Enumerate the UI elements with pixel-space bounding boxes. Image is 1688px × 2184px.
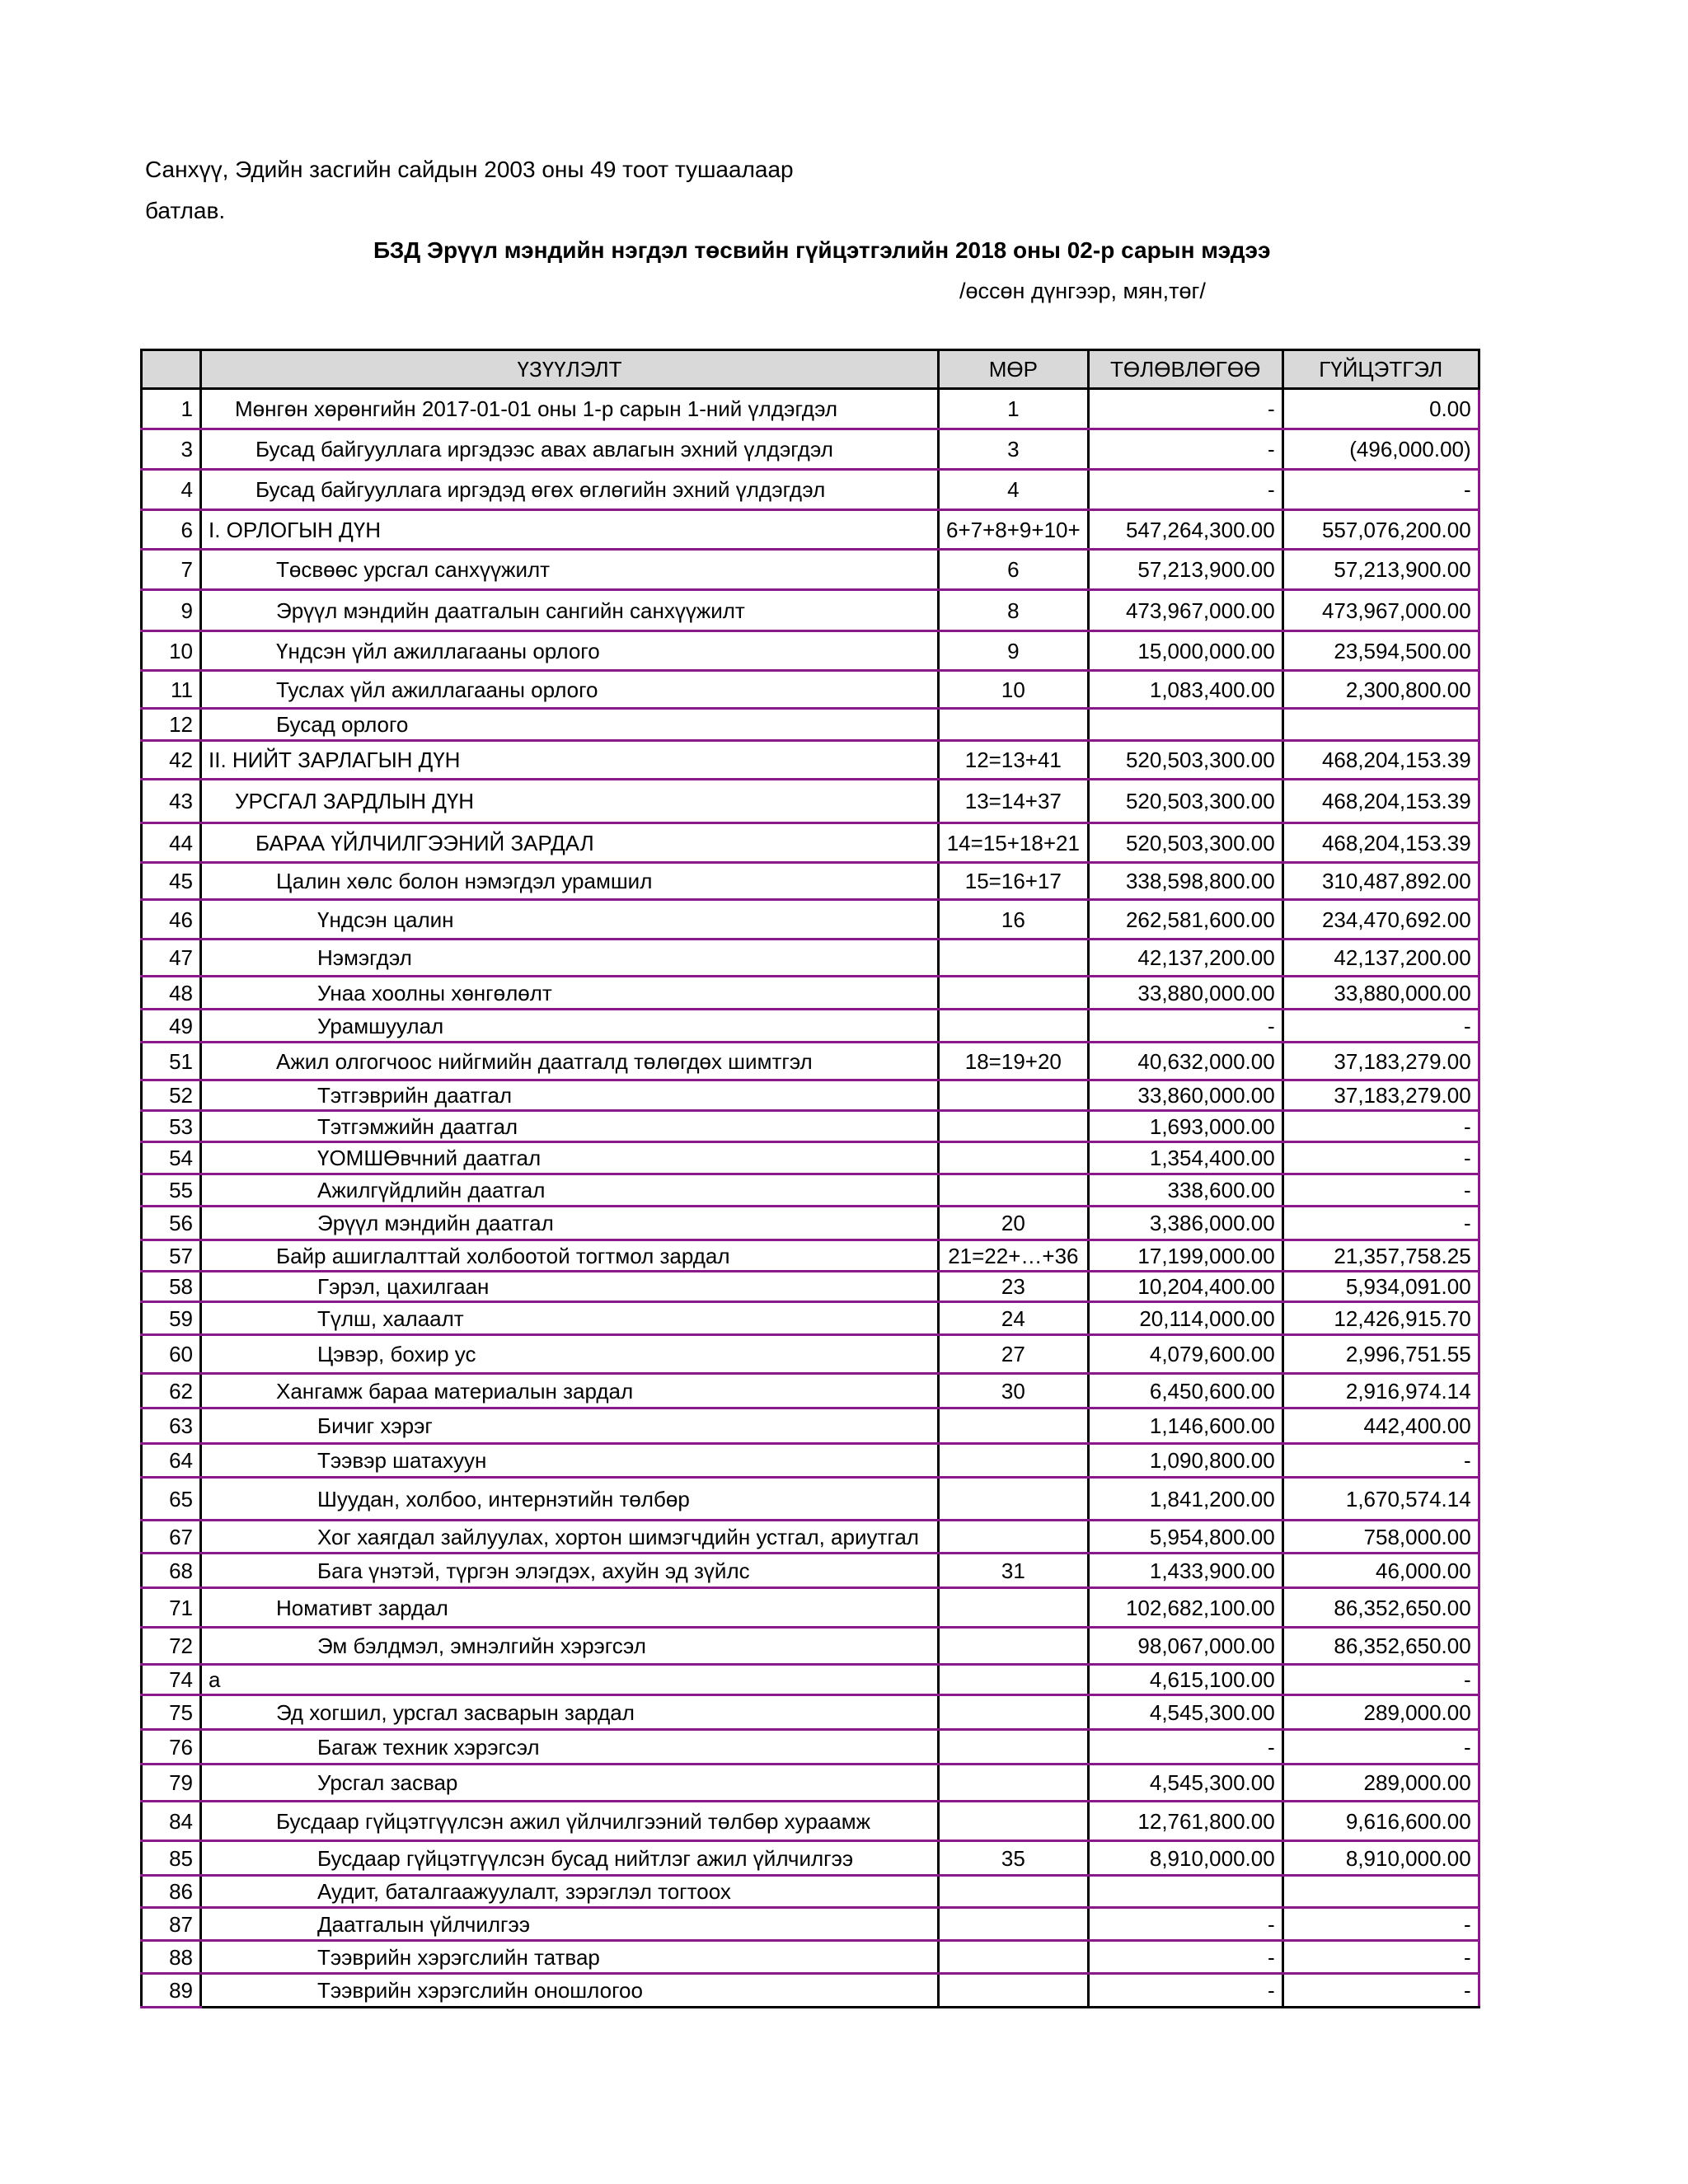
- row-number-cell: 56: [142, 1207, 201, 1240]
- row-code-cell: [939, 1941, 1089, 1974]
- indicator-cell: Бага үнэтэй, түргэн элэгдэх, ахуйн эд зүйлс: [201, 1554, 939, 1588]
- table-row: [142, 823, 1479, 863]
- indicator-cell: Үндсэн цалин: [201, 900, 939, 940]
- table-row: [142, 1876, 1479, 1908]
- plan-value-cell: 1,354,400.00: [1088, 1142, 1282, 1174]
- plan-value-cell: 4,545,300.00: [1088, 1695, 1282, 1730]
- plan-value-cell: -: [1088, 429, 1282, 470]
- actual-value-cell: 5,934,091.00: [1282, 1272, 1479, 1302]
- indicator-cell: Эрүүл мэндийн даатгалын сангийн санхүүжилт: [201, 590, 939, 631]
- indicator-cell: Бусад байгууллага иргэдээс авах авлагын эхний үлдэгдэл: [201, 429, 939, 470]
- indicator-cell: Төсвөөс урсгал санхүүжилт: [201, 550, 939, 590]
- actual-value-cell: 33,880,000.00: [1282, 977, 1479, 1010]
- row-number-cell: 88: [142, 1941, 201, 1974]
- actual-value-cell: -: [1282, 1111, 1479, 1142]
- indicator-cell: Байр ашиглалттай холбоотой тогтмол зардал: [201, 1240, 939, 1272]
- row-code-cell: 6: [939, 550, 1089, 590]
- plan-value-cell: 4,545,300.00: [1088, 1765, 1282, 1802]
- row-code-cell: [939, 1010, 1089, 1043]
- plan-value-cell: 520,503,300.00: [1088, 741, 1282, 780]
- column-header-row-code: МӨР: [939, 350, 1089, 389]
- row-number-cell: 79: [142, 1765, 201, 1802]
- actual-value-cell: 37,183,279.00: [1282, 1043, 1479, 1080]
- table-row: [142, 1444, 1479, 1478]
- row-number-cell: 49: [142, 1010, 201, 1043]
- indicator-cell: ҮОМШӨвчний даатгал: [201, 1142, 939, 1174]
- actual-value-cell: (496,000.00): [1282, 429, 1479, 470]
- plan-value-cell: 33,860,000.00: [1088, 1080, 1282, 1111]
- row-code-cell: 6+7+8+9+10+: [939, 510, 1089, 550]
- actual-value-cell: -: [1282, 1174, 1479, 1207]
- indicator-cell: Тээврийн хэрэгслийн татвар: [201, 1941, 939, 1974]
- table-row: [142, 1908, 1479, 1941]
- table-row: [142, 1080, 1479, 1111]
- row-number-cell: 74: [142, 1665, 201, 1695]
- plan-value-cell: -: [1088, 1941, 1282, 1974]
- table-row: [142, 709, 1479, 741]
- row-number-cell: 72: [142, 1628, 201, 1665]
- row-number-cell: 51: [142, 1043, 201, 1080]
- actual-value-cell: [1282, 709, 1479, 741]
- row-number-cell: 71: [142, 1588, 201, 1628]
- row-code-cell: 13=14+37: [939, 780, 1089, 823]
- row-number-cell: 58: [142, 1272, 201, 1302]
- actual-value-cell: -: [1282, 1444, 1479, 1478]
- row-number-cell: 7: [142, 550, 201, 590]
- actual-value-cell: 0.00: [1282, 389, 1479, 429]
- actual-value-cell: -: [1282, 1908, 1479, 1941]
- row-code-cell: [939, 1628, 1089, 1665]
- approval-line-2: батлав.: [145, 198, 226, 223]
- plan-value-cell: 338,600.00: [1088, 1174, 1282, 1207]
- actual-value-cell: -: [1282, 1665, 1479, 1695]
- row-code-cell: 1: [939, 389, 1089, 429]
- actual-value-cell: 468,204,153.39: [1282, 823, 1479, 863]
- actual-value-cell: 9,616,600.00: [1282, 1802, 1479, 1841]
- indicator-cell: Гэрэл, цахилгаан: [201, 1272, 939, 1302]
- row-code-cell: [939, 1730, 1089, 1765]
- plan-value-cell: [1088, 1876, 1282, 1908]
- table-row: [142, 1765, 1479, 1802]
- row-code-cell: [939, 1974, 1089, 2008]
- table-row: [142, 1554, 1479, 1588]
- indicator-cell: Бусад байгууллага иргэдэд өгөх өглөгийн эхний үлдэгдэл: [201, 470, 939, 510]
- plan-value-cell: 262,581,600.00: [1088, 900, 1282, 940]
- row-code-cell: [939, 1521, 1089, 1554]
- indicator-cell: Мөнгөн хөрөнгийн 2017-01-01 оны 1-р сарын 1-ний үлдэгдэл: [201, 389, 939, 429]
- table-row: [142, 741, 1479, 780]
- plan-value-cell: 3,386,000.00: [1088, 1207, 1282, 1240]
- actual-value-cell: 758,000.00: [1282, 1521, 1479, 1554]
- row-number-cell: 3: [142, 429, 201, 470]
- row-code-cell: [939, 1444, 1089, 1478]
- plan-value-cell: -: [1088, 1010, 1282, 1043]
- plan-value-cell: 473,967,000.00: [1088, 590, 1282, 631]
- table-body: [142, 389, 1479, 2008]
- plan-value-cell: 1,841,200.00: [1088, 1478, 1282, 1521]
- table-row: [142, 1974, 1479, 2008]
- plan-value-cell: -: [1088, 1974, 1282, 2008]
- row-code-cell: 9: [939, 631, 1089, 671]
- table-row: [142, 1207, 1479, 1240]
- indicator-cell: Урамшуулал: [201, 1010, 939, 1043]
- actual-value-cell: -: [1282, 1207, 1479, 1240]
- row-number-cell: 89: [142, 1974, 201, 2008]
- indicator-cell: Туслах үйл ажиллагааны орлого: [201, 671, 939, 709]
- row-code-cell: 30: [939, 1374, 1089, 1408]
- table-row: [142, 389, 1479, 429]
- row-number-cell: 54: [142, 1142, 201, 1174]
- actual-value-cell: 37,183,279.00: [1282, 1080, 1479, 1111]
- plan-value-cell: 98,067,000.00: [1088, 1628, 1282, 1665]
- indicator-cell: Ажил олгогчоос нийгмийн даатгалд төлөгдөх шимтгэл: [201, 1043, 939, 1080]
- plan-value-cell: 547,264,300.00: [1088, 510, 1282, 550]
- table-row: [142, 1302, 1479, 1335]
- actual-value-cell: -: [1282, 1974, 1479, 2008]
- table-row: [142, 1478, 1479, 1521]
- row-number-cell: 85: [142, 1841, 201, 1876]
- indicator-cell: Эд хогшил, урсгал засварын зардал: [201, 1695, 939, 1730]
- indicator-cell: Тээвэр шатахуун: [201, 1444, 939, 1478]
- row-number-cell: 52: [142, 1080, 201, 1111]
- plan-value-cell: 102,682,100.00: [1088, 1588, 1282, 1628]
- actual-value-cell: 442,400.00: [1282, 1408, 1479, 1444]
- plan-value-cell: -: [1088, 1908, 1282, 1941]
- row-code-cell: [939, 940, 1089, 977]
- row-number-cell: 47: [142, 940, 201, 977]
- table-row: [142, 1695, 1479, 1730]
- plan-value-cell: 520,503,300.00: [1088, 823, 1282, 863]
- row-number-cell: 84: [142, 1802, 201, 1841]
- row-code-cell: [939, 977, 1089, 1010]
- plan-value-cell: [1088, 709, 1282, 741]
- row-number-cell: 44: [142, 823, 201, 863]
- table-row: [142, 470, 1479, 510]
- plan-value-cell: 1,090,800.00: [1088, 1444, 1282, 1478]
- indicator-cell: Хог хаягдал зайлуулах, хортон шимэгчдийн устгал, ариутгал: [201, 1521, 939, 1554]
- row-code-cell: 20: [939, 1207, 1089, 1240]
- actual-value-cell: 473,967,000.00: [1282, 590, 1479, 631]
- plan-value-cell: -: [1088, 1730, 1282, 1765]
- row-code-cell: [939, 1908, 1089, 1941]
- actual-value-cell: 86,352,650.00: [1282, 1588, 1479, 1628]
- plan-value-cell: 10,204,400.00: [1088, 1272, 1282, 1302]
- row-number-cell: 67: [142, 1521, 201, 1554]
- row-code-cell: 12=13+41: [939, 741, 1089, 780]
- table-row: [142, 863, 1479, 900]
- plan-value-cell: 33,880,000.00: [1088, 977, 1282, 1010]
- column-header-plan: ТӨЛӨВЛӨГӨӨ: [1088, 350, 1282, 389]
- actual-value-cell: 234,470,692.00: [1282, 900, 1479, 940]
- table-header-row: [142, 350, 1479, 389]
- document-title: БЗД Эрүүл мэндийн нэгдэл төсвийн гүйцэтгэлийн 2018 оны 02-р сарын мэдээ: [373, 237, 1271, 263]
- actual-value-cell: 23,594,500.00: [1282, 631, 1479, 671]
- table-row: [142, 900, 1479, 940]
- row-number-cell: 64: [142, 1444, 201, 1478]
- indicator-cell: Эм бэлдмэл, эмнэлгийн хэрэгсэл: [201, 1628, 939, 1665]
- indicator-cell: Цалин хөлс болон нэмэгдэл урамшил: [201, 863, 939, 900]
- budget-report-table: [140, 349, 1480, 2008]
- actual-value-cell: 310,487,892.00: [1282, 863, 1479, 900]
- plan-value-cell: 4,079,600.00: [1088, 1335, 1282, 1374]
- row-number-cell: 10: [142, 631, 201, 671]
- table-row: [142, 1665, 1479, 1695]
- table-row: [142, 1240, 1479, 1272]
- table-row: [142, 1142, 1479, 1174]
- indicator-cell: а: [201, 1665, 939, 1695]
- plan-value-cell: 338,598,800.00: [1088, 863, 1282, 900]
- actual-value-cell: 2,996,751.55: [1282, 1335, 1479, 1374]
- row-code-cell: 4: [939, 470, 1089, 510]
- actual-value-cell: 468,204,153.39: [1282, 741, 1479, 780]
- actual-value-cell: 2,916,974.14: [1282, 1374, 1479, 1408]
- actual-value-cell: 557,076,200.00: [1282, 510, 1479, 550]
- row-code-cell: [939, 1408, 1089, 1444]
- row-number-cell: 60: [142, 1335, 201, 1374]
- indicator-cell: Номативт зардал: [201, 1588, 939, 1628]
- row-number-cell: 45: [142, 863, 201, 900]
- row-number-cell: 12: [142, 709, 201, 741]
- table-row: [142, 550, 1479, 590]
- table-row: [142, 1408, 1479, 1444]
- column-header-number: [142, 350, 201, 389]
- indicator-cell: Эрүүл мэндийн даатгал: [201, 1207, 939, 1240]
- row-number-cell: 42: [142, 741, 201, 780]
- row-code-cell: 10: [939, 671, 1089, 709]
- table-row: [142, 1588, 1479, 1628]
- indicator-cell: Тэтгэмжийн даатгал: [201, 1111, 939, 1142]
- row-code-cell: 24: [939, 1302, 1089, 1335]
- row-number-cell: 86: [142, 1876, 201, 1908]
- actual-value-cell: 42,137,200.00: [1282, 940, 1479, 977]
- table-row: [142, 510, 1479, 550]
- actual-value-cell: 46,000.00: [1282, 1554, 1479, 1588]
- actual-value-cell: 468,204,153.39: [1282, 780, 1479, 823]
- plan-value-cell: 17,199,000.00: [1088, 1240, 1282, 1272]
- table-row: [142, 671, 1479, 709]
- plan-value-cell: 12,761,800.00: [1088, 1802, 1282, 1841]
- row-number-cell: 6: [142, 510, 201, 550]
- row-code-cell: 16: [939, 900, 1089, 940]
- row-code-cell: 15=16+17: [939, 863, 1089, 900]
- indicator-cell: Бичиг хэрэг: [201, 1408, 939, 1444]
- indicator-cell: Унаа хоолны хөнгөлөлт: [201, 977, 939, 1010]
- table-row: [142, 1111, 1479, 1142]
- row-code-cell: [939, 1174, 1089, 1207]
- table-row: [142, 1043, 1479, 1080]
- indicator-cell: Шуудан, холбоо, интернэтийн төлбөр: [201, 1478, 939, 1521]
- table-row: [142, 780, 1479, 823]
- indicator-cell: Тээврийн хэрэгслийн оношлогоо: [201, 1974, 939, 2008]
- table-row: [142, 1628, 1479, 1665]
- row-code-cell: [939, 1876, 1089, 1908]
- table-row: [142, 631, 1479, 671]
- row-code-cell: [939, 1695, 1089, 1730]
- actual-value-cell: -: [1282, 1730, 1479, 1765]
- table-row: [142, 977, 1479, 1010]
- table-row: [142, 590, 1479, 631]
- table-row: [142, 1730, 1479, 1765]
- table-row: [142, 1841, 1479, 1876]
- indicator-cell: Багаж техник хэрэгсэл: [201, 1730, 939, 1765]
- row-code-cell: 31: [939, 1554, 1089, 1588]
- indicator-cell: Үндсэн үйл ажиллагааны орлого: [201, 631, 939, 671]
- row-number-cell: 68: [142, 1554, 201, 1588]
- column-header-indicator: ҮЗҮҮЛЭЛТ: [201, 350, 939, 389]
- actual-value-cell: 1,670,574.14: [1282, 1478, 1479, 1521]
- indicator-cell: I. ОРЛОГЫН ДҮН: [201, 510, 939, 550]
- row-number-cell: 48: [142, 977, 201, 1010]
- indicator-cell: Бусдаар гүйцэтгүүлсэн ажил үйлчилгээний төлбөр хураамж: [201, 1802, 939, 1841]
- unit-note: /өссөн дүнгээр, мян,төг/: [959, 279, 1206, 303]
- plan-value-cell: 1,693,000.00: [1088, 1111, 1282, 1142]
- row-code-cell: 3: [939, 429, 1089, 470]
- plan-value-cell: 1,083,400.00: [1088, 671, 1282, 709]
- row-code-cell: 27: [939, 1335, 1089, 1374]
- actual-value-cell: -: [1282, 1142, 1479, 1174]
- indicator-cell: Аудит, баталгаажуулалт, зэрэглэл тогтоох: [201, 1876, 939, 1908]
- indicator-cell: Нэмэгдэл: [201, 940, 939, 977]
- table-row: [142, 1521, 1479, 1554]
- table-row: [142, 1174, 1479, 1207]
- indicator-cell: II. НИЙТ ЗАРЛАГЫН ДҮН: [201, 741, 939, 780]
- row-number-cell: 46: [142, 900, 201, 940]
- row-code-cell: 14=15+18+21: [939, 823, 1089, 863]
- actual-value-cell: 57,213,900.00: [1282, 550, 1479, 590]
- row-number-cell: 1: [142, 389, 201, 429]
- plan-value-cell: 15,000,000.00: [1088, 631, 1282, 671]
- indicator-cell: Ажилгүйдлийн даатгал: [201, 1174, 939, 1207]
- actual-value-cell: [1282, 1876, 1479, 1908]
- row-number-cell: 59: [142, 1302, 201, 1335]
- plan-value-cell: 1,146,600.00: [1088, 1408, 1282, 1444]
- row-number-cell: 63: [142, 1408, 201, 1444]
- actual-value-cell: -: [1282, 1941, 1479, 1974]
- table-row: [142, 1941, 1479, 1974]
- row-number-cell: 43: [142, 780, 201, 823]
- row-code-cell: [939, 1665, 1089, 1695]
- actual-value-cell: 289,000.00: [1282, 1765, 1479, 1802]
- row-number-cell: 11: [142, 671, 201, 709]
- row-code-cell: 21=22+…+36: [939, 1240, 1089, 1272]
- row-code-cell: [939, 1080, 1089, 1111]
- indicator-cell: Хангамж бараа материалын зардал: [201, 1374, 939, 1408]
- plan-value-cell: 57,213,900.00: [1088, 550, 1282, 590]
- row-number-cell: 76: [142, 1730, 201, 1765]
- actual-value-cell: -: [1282, 1010, 1479, 1043]
- row-code-cell: [939, 1142, 1089, 1174]
- actual-value-cell: 8,910,000.00: [1282, 1841, 1479, 1876]
- row-code-cell: 18=19+20: [939, 1043, 1089, 1080]
- table-row: [142, 429, 1479, 470]
- plan-value-cell: 4,615,100.00: [1088, 1665, 1282, 1695]
- table-row: [142, 1374, 1479, 1408]
- actual-value-cell: 12,426,915.70: [1282, 1302, 1479, 1335]
- row-code-cell: [939, 1765, 1089, 1802]
- table-row: [142, 1272, 1479, 1302]
- table-row: [142, 1802, 1479, 1841]
- row-code-cell: [939, 709, 1089, 741]
- indicator-cell: Урсгал засвар: [201, 1765, 939, 1802]
- row-code-cell: 35: [939, 1841, 1089, 1876]
- plan-value-cell: 8,910,000.00: [1088, 1841, 1282, 1876]
- row-number-cell: 87: [142, 1908, 201, 1941]
- indicator-cell: Даатгалын үйлчилгээ: [201, 1908, 939, 1941]
- plan-value-cell: 1,433,900.00: [1088, 1554, 1282, 1588]
- row-number-cell: 55: [142, 1174, 201, 1207]
- row-code-cell: [939, 1478, 1089, 1521]
- row-number-cell: 65: [142, 1478, 201, 1521]
- table-row: [142, 940, 1479, 977]
- row-number-cell: 4: [142, 470, 201, 510]
- row-code-cell: [939, 1802, 1089, 1841]
- indicator-cell: Цэвэр, бохир ус: [201, 1335, 939, 1374]
- actual-value-cell: 21,357,758.25: [1282, 1240, 1479, 1272]
- approval-line-1: Санхүү, Эдийн засгийн сайдын 2003 оны 49 тоот тушаалаар: [145, 157, 794, 182]
- row-number-cell: 62: [142, 1374, 201, 1408]
- plan-value-cell: 6,450,600.00: [1088, 1374, 1282, 1408]
- actual-value-cell: 289,000.00: [1282, 1695, 1479, 1730]
- plan-value-cell: 40,632,000.00: [1088, 1043, 1282, 1080]
- plan-value-cell: 20,114,000.00: [1088, 1302, 1282, 1335]
- table-row: [142, 1010, 1479, 1043]
- row-number-cell: 75: [142, 1695, 201, 1730]
- table-row: [142, 1335, 1479, 1374]
- indicator-cell: Түлш, халаалт: [201, 1302, 939, 1335]
- row-number-cell: 57: [142, 1240, 201, 1272]
- row-code-cell: 8: [939, 590, 1089, 631]
- actual-value-cell: 2,300,800.00: [1282, 671, 1479, 709]
- indicator-cell: Бусдаар гүйцэтгүүлсэн бусад нийтлэг ажил үйлчилгээ: [201, 1841, 939, 1876]
- plan-value-cell: -: [1088, 470, 1282, 510]
- plan-value-cell: -: [1088, 389, 1282, 429]
- row-number-cell: 53: [142, 1111, 201, 1142]
- plan-value-cell: 5,954,800.00: [1088, 1521, 1282, 1554]
- actual-value-cell: -: [1282, 470, 1479, 510]
- actual-value-cell: 86,352,650.00: [1282, 1628, 1479, 1665]
- indicator-cell: УРСГАЛ ЗАРДЛЫН ДҮН: [201, 780, 939, 823]
- indicator-cell: Бусад орлого: [201, 709, 939, 741]
- row-code-cell: [939, 1588, 1089, 1628]
- plan-value-cell: 520,503,300.00: [1088, 780, 1282, 823]
- row-code-cell: 23: [939, 1272, 1089, 1302]
- column-header-actual: ГҮЙЦЭТГЭЛ: [1282, 350, 1479, 389]
- row-code-cell: [939, 1111, 1089, 1142]
- indicator-cell: Тэтгэврийн даатгал: [201, 1080, 939, 1111]
- row-number-cell: 9: [142, 590, 201, 631]
- indicator-cell: БАРАА ҮЙЛЧИЛГЭЭНИЙ ЗАРДАЛ: [201, 823, 939, 863]
- plan-value-cell: 42,137,200.00: [1088, 940, 1282, 977]
